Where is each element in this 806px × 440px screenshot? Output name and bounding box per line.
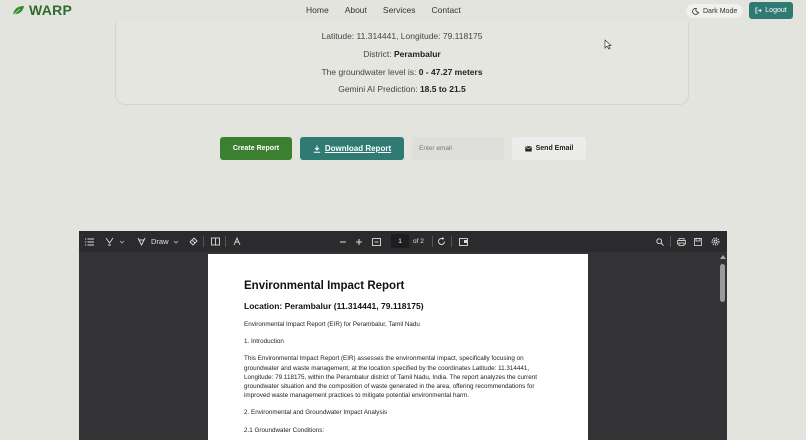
brand[interactable] <box>12 2 72 18</box>
nav-services[interactable]: Services <box>382 5 416 15</box>
moon-icon <box>692 8 699 15</box>
groundwater-label: The groundwater level is: <box>321 67 419 77</box>
nav-links <box>300 5 477 15</box>
zoom-out-icon[interactable] <box>339 235 347 248</box>
toolbar-divider <box>670 236 671 247</box>
chevron-down-icon[interactable] <box>119 235 125 248</box>
page-total: of 2 <box>413 238 424 245</box>
document-title: Environmental Impact Report <box>244 280 405 292</box>
fit-page-icon[interactable] <box>372 235 381 248</box>
mouse-cursor-icon <box>604 39 613 50</box>
toolbar-divider <box>203 236 204 247</box>
groundwater-value: 0 - 47.27 meters <box>418 67 483 77</box>
groundwater-row <box>116 67 688 77</box>
envelope-icon <box>525 146 532 152</box>
pdf-page <box>208 254 588 440</box>
district-row <box>116 49 688 59</box>
print-icon[interactable] <box>677 235 686 248</box>
toolbar-divider <box>451 236 452 247</box>
district-label: District: <box>363 49 394 59</box>
prediction-value: 18.5 to 21.5 <box>419 84 466 94</box>
zoom-in-icon[interactable] <box>355 235 363 248</box>
send-email-button[interactable] <box>512 137 586 160</box>
document-location: Location: Perambalur (11.314441, 79.118175) <box>244 301 424 311</box>
page-number-input[interactable]: 1 <box>391 234 409 248</box>
rotate-icon[interactable] <box>437 235 446 248</box>
scroll-up-icon[interactable] <box>720 255 726 259</box>
page-view-icon[interactable] <box>211 235 220 248</box>
logout-button[interactable] <box>749 2 793 19</box>
prediction-row <box>116 84 688 94</box>
dark-mode-label: Dark Mode <box>703 7 738 15</box>
download-report-button[interactable] <box>300 137 404 160</box>
gear-icon[interactable] <box>711 235 720 248</box>
two-page-icon[interactable] <box>459 235 468 248</box>
highlight-icon[interactable] <box>105 235 114 248</box>
create-report-button[interactable]: Create Report <box>220 137 292 160</box>
download-report-label: Download Report <box>324 144 392 153</box>
logout-label: Logout <box>765 7 787 14</box>
search-icon[interactable] <box>656 235 664 248</box>
outline-icon[interactable] <box>85 235 94 248</box>
pdf-viewer <box>79 231 727 440</box>
scroll-thumb[interactable] <box>720 264 725 302</box>
section-heading: 1. Introduction <box>244 338 284 346</box>
eraser-icon[interactable] <box>189 235 198 248</box>
dark-mode-toggle[interactable] <box>686 4 743 18</box>
toolbar-divider <box>225 236 226 247</box>
subsection-heading: 2.1 Groundwater Conditions: <box>244 426 325 434</box>
toolbar-divider <box>432 236 433 247</box>
save-icon[interactable] <box>694 235 702 248</box>
pdf-toolbar <box>79 231 727 252</box>
send-email-label: Send Email <box>535 145 574 152</box>
coordinates-text: Latitude: 11.314441, Longitude: 79.118175 <box>321 31 483 41</box>
nav-contact[interactable]: Contact <box>431 5 461 15</box>
district-value: Perambalur <box>393 49 441 59</box>
result-card <box>115 22 689 105</box>
draw-label[interactable]: Draw <box>151 237 169 246</box>
chevron-down-icon[interactable] <box>173 235 179 248</box>
brand-name: WARP <box>29 2 73 18</box>
draw-icon[interactable] <box>137 235 146 248</box>
section-heading: 2. Environmental and Groundwater Impact Analysis <box>244 409 388 417</box>
document-subtitle: Environmental Impact Report (EIR) for Perambalur, Tamil Nadu <box>244 321 420 328</box>
prediction-label: Gemini AI Prediction: <box>338 84 420 94</box>
email-input[interactable] <box>412 137 504 160</box>
download-icon <box>313 145 321 153</box>
read-aloud-icon[interactable] <box>233 235 242 248</box>
leaf-icon <box>12 5 25 16</box>
nav-about[interactable]: About <box>344 5 367 15</box>
logout-icon <box>755 7 762 14</box>
intro-paragraph: This Environmental Impact Report (EIR) assesses the environmental impact, specifically focusing on groundwater and waste management, at the location specified by the coordinates Latitude: 11.314441, Longitude: 79.118175, within the Perambalur district of Tamil Nadu, India. The report analyzes the current groundwater situation and the composition of waste generated in the area, offering recommendations for improved waste management practices to mitigate potential environmental harm. <box>244 355 537 400</box>
top-navbar <box>0 0 806 22</box>
nav-home[interactable]: Home <box>306 5 329 15</box>
